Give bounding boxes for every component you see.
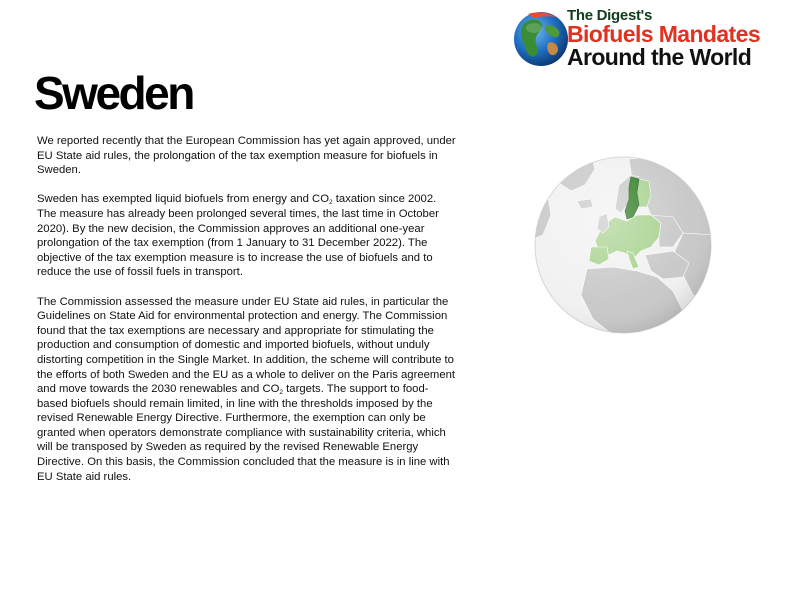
sweden-location-map xyxy=(533,155,713,335)
logo-line-3: Around the World xyxy=(567,44,752,70)
co2-subscript: 2 xyxy=(279,389,284,397)
paragraph-3-part-b: targets. The support to food-based biofuels should remain limited, in line with the thresholds imposed by the revised Renewable Energy Directive. Furthermore, the exemption can only be granted when operators demonstrate compliance with sustainability criteria, which will be transposed by Sweden as required by the revised Renewable Energy Directive. On this basis, the Commission concluded that the measure is in line with EU State aid rules. xyxy=(37,383,450,483)
paragraph-1: We reported recently that the European Commission has yet again approved, under EU State aid rules, the prolongation of the tax exemption measure for biofuels in Sweden. xyxy=(37,135,456,177)
biofuels-mandates-logo xyxy=(512,8,792,72)
paragraph-3-part-a: The Commission assessed the measure under EU State aid rules, in particular the Guidelines on State Aid for environmental protection and energy. The Commission found that the tax exemptions are necessary and appropriate for stimulating the production and consumption of domestic and imported biofuels, without unduly distorting competition in the Single Market. In addition, the scheme will contribute to the efforts of both Sweden and the EU as a whole to deliver on the Paris agreement and move towards the 2030 renewables and CO xyxy=(37,295,456,396)
paragraph-2-part-b: taxation since 2002. The measure has already been prolonged several times, the last time in October 2020). By the new decision, the Commission approves an additional one-year prolongation of the tax exemption (from 1 January to 31 December 2022). The objective of the tax exemption measure is to increase the use of biofuels and to reduce the use of fossil fuels in transport. xyxy=(37,193,439,279)
page-title: Sweden xyxy=(34,67,193,119)
paragraph-2-part-a: Sweden has exempted liquid biofuels from energy and CO xyxy=(37,193,330,206)
logo-text xyxy=(567,8,792,69)
logo-line-1: The Digest's xyxy=(567,7,652,24)
article-body xyxy=(37,134,457,499)
paragraph-2 xyxy=(37,192,457,280)
globe-icon xyxy=(512,10,570,68)
paragraph-3 xyxy=(37,295,457,485)
logo-line-2: Biofuels Mandates xyxy=(567,21,761,47)
co2-subscript: 2 xyxy=(329,199,333,207)
